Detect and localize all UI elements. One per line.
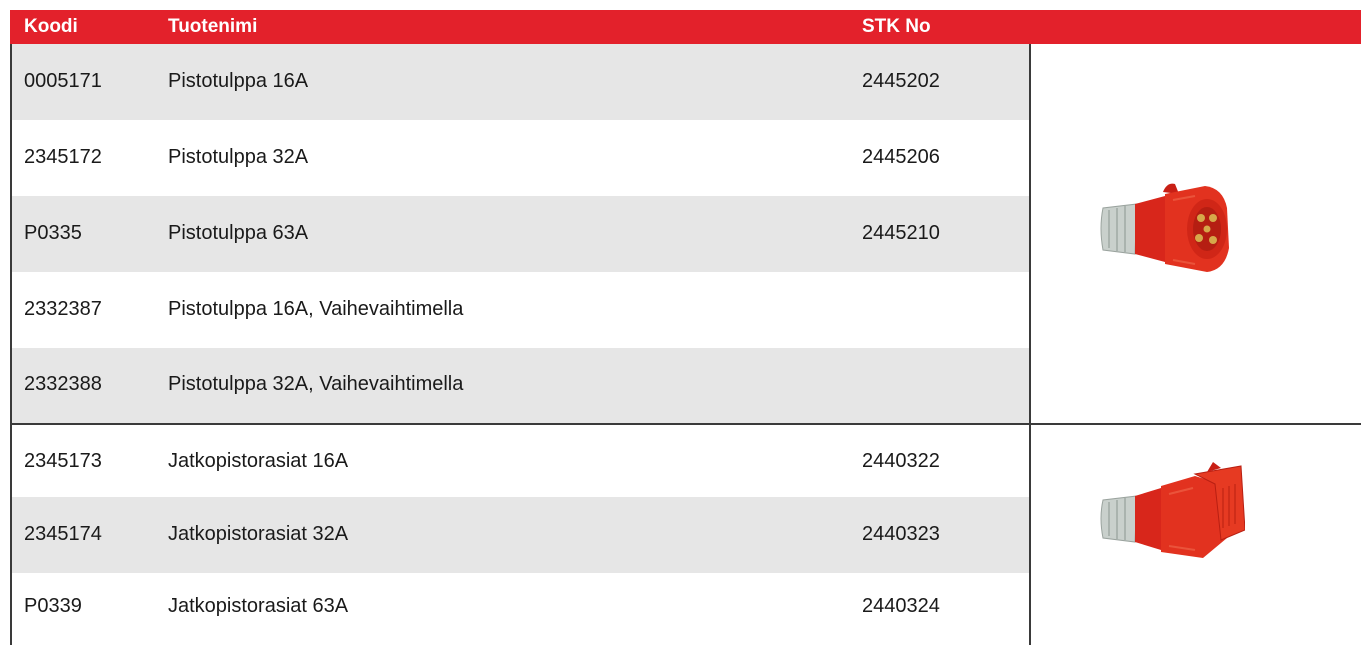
row-code: 2332387 (24, 298, 102, 320)
table-row (10, 573, 1030, 645)
row-stk-number: 2440323 (862, 523, 940, 545)
row-code: 2345174 (24, 523, 102, 545)
row-product-name: Jatkopistorasiat 32A (168, 523, 349, 545)
table-row (10, 425, 1030, 497)
row-code: 2345173 (24, 450, 102, 472)
red-cee-coupler-icon (1095, 458, 1245, 570)
row-product-name: Pistotulppa 32A, Vaihevaihtimella (168, 373, 464, 395)
table-column-divider (1029, 44, 1031, 645)
table-row (10, 120, 1030, 196)
row-code: 0005171 (24, 70, 102, 92)
row-product-name: Pistotulppa 16A (168, 70, 309, 92)
group-divider (10, 423, 1361, 425)
red-cee-plug-icon (1095, 178, 1240, 280)
table-left-border (10, 44, 12, 645)
row-stk-number: 2445206 (862, 146, 940, 168)
row-stk-number: 2440324 (862, 595, 940, 617)
row-code: 2332388 (24, 373, 102, 395)
row-product-name: Pistotulppa 16A, Vaihevaihtimella (168, 298, 464, 320)
table-row (10, 196, 1030, 272)
row-code: 2345172 (24, 146, 102, 168)
row-code: P0335 (24, 222, 82, 244)
header-code: Koodi (24, 16, 78, 37)
table-row (10, 497, 1030, 573)
row-product-name: Pistotulppa 63A (168, 222, 309, 244)
table-header (10, 10, 1361, 44)
row-product-name: Pistotulppa 32A (168, 146, 309, 168)
row-stk-number: 2440322 (862, 450, 940, 472)
row-code: P0339 (24, 595, 82, 617)
table-row (10, 272, 1030, 348)
header-stk-number: STK No (862, 16, 931, 37)
row-product-name: Jatkopistorasiat 63A (168, 595, 349, 617)
row-product-name: Jatkopistorasiat 16A (168, 450, 349, 472)
header-product-name: Tuotenimi (168, 16, 258, 37)
row-stk-number: 2445210 (862, 222, 940, 244)
table-row (10, 44, 1030, 120)
table-row (10, 348, 1030, 423)
row-stk-number: 2445202 (862, 70, 940, 92)
